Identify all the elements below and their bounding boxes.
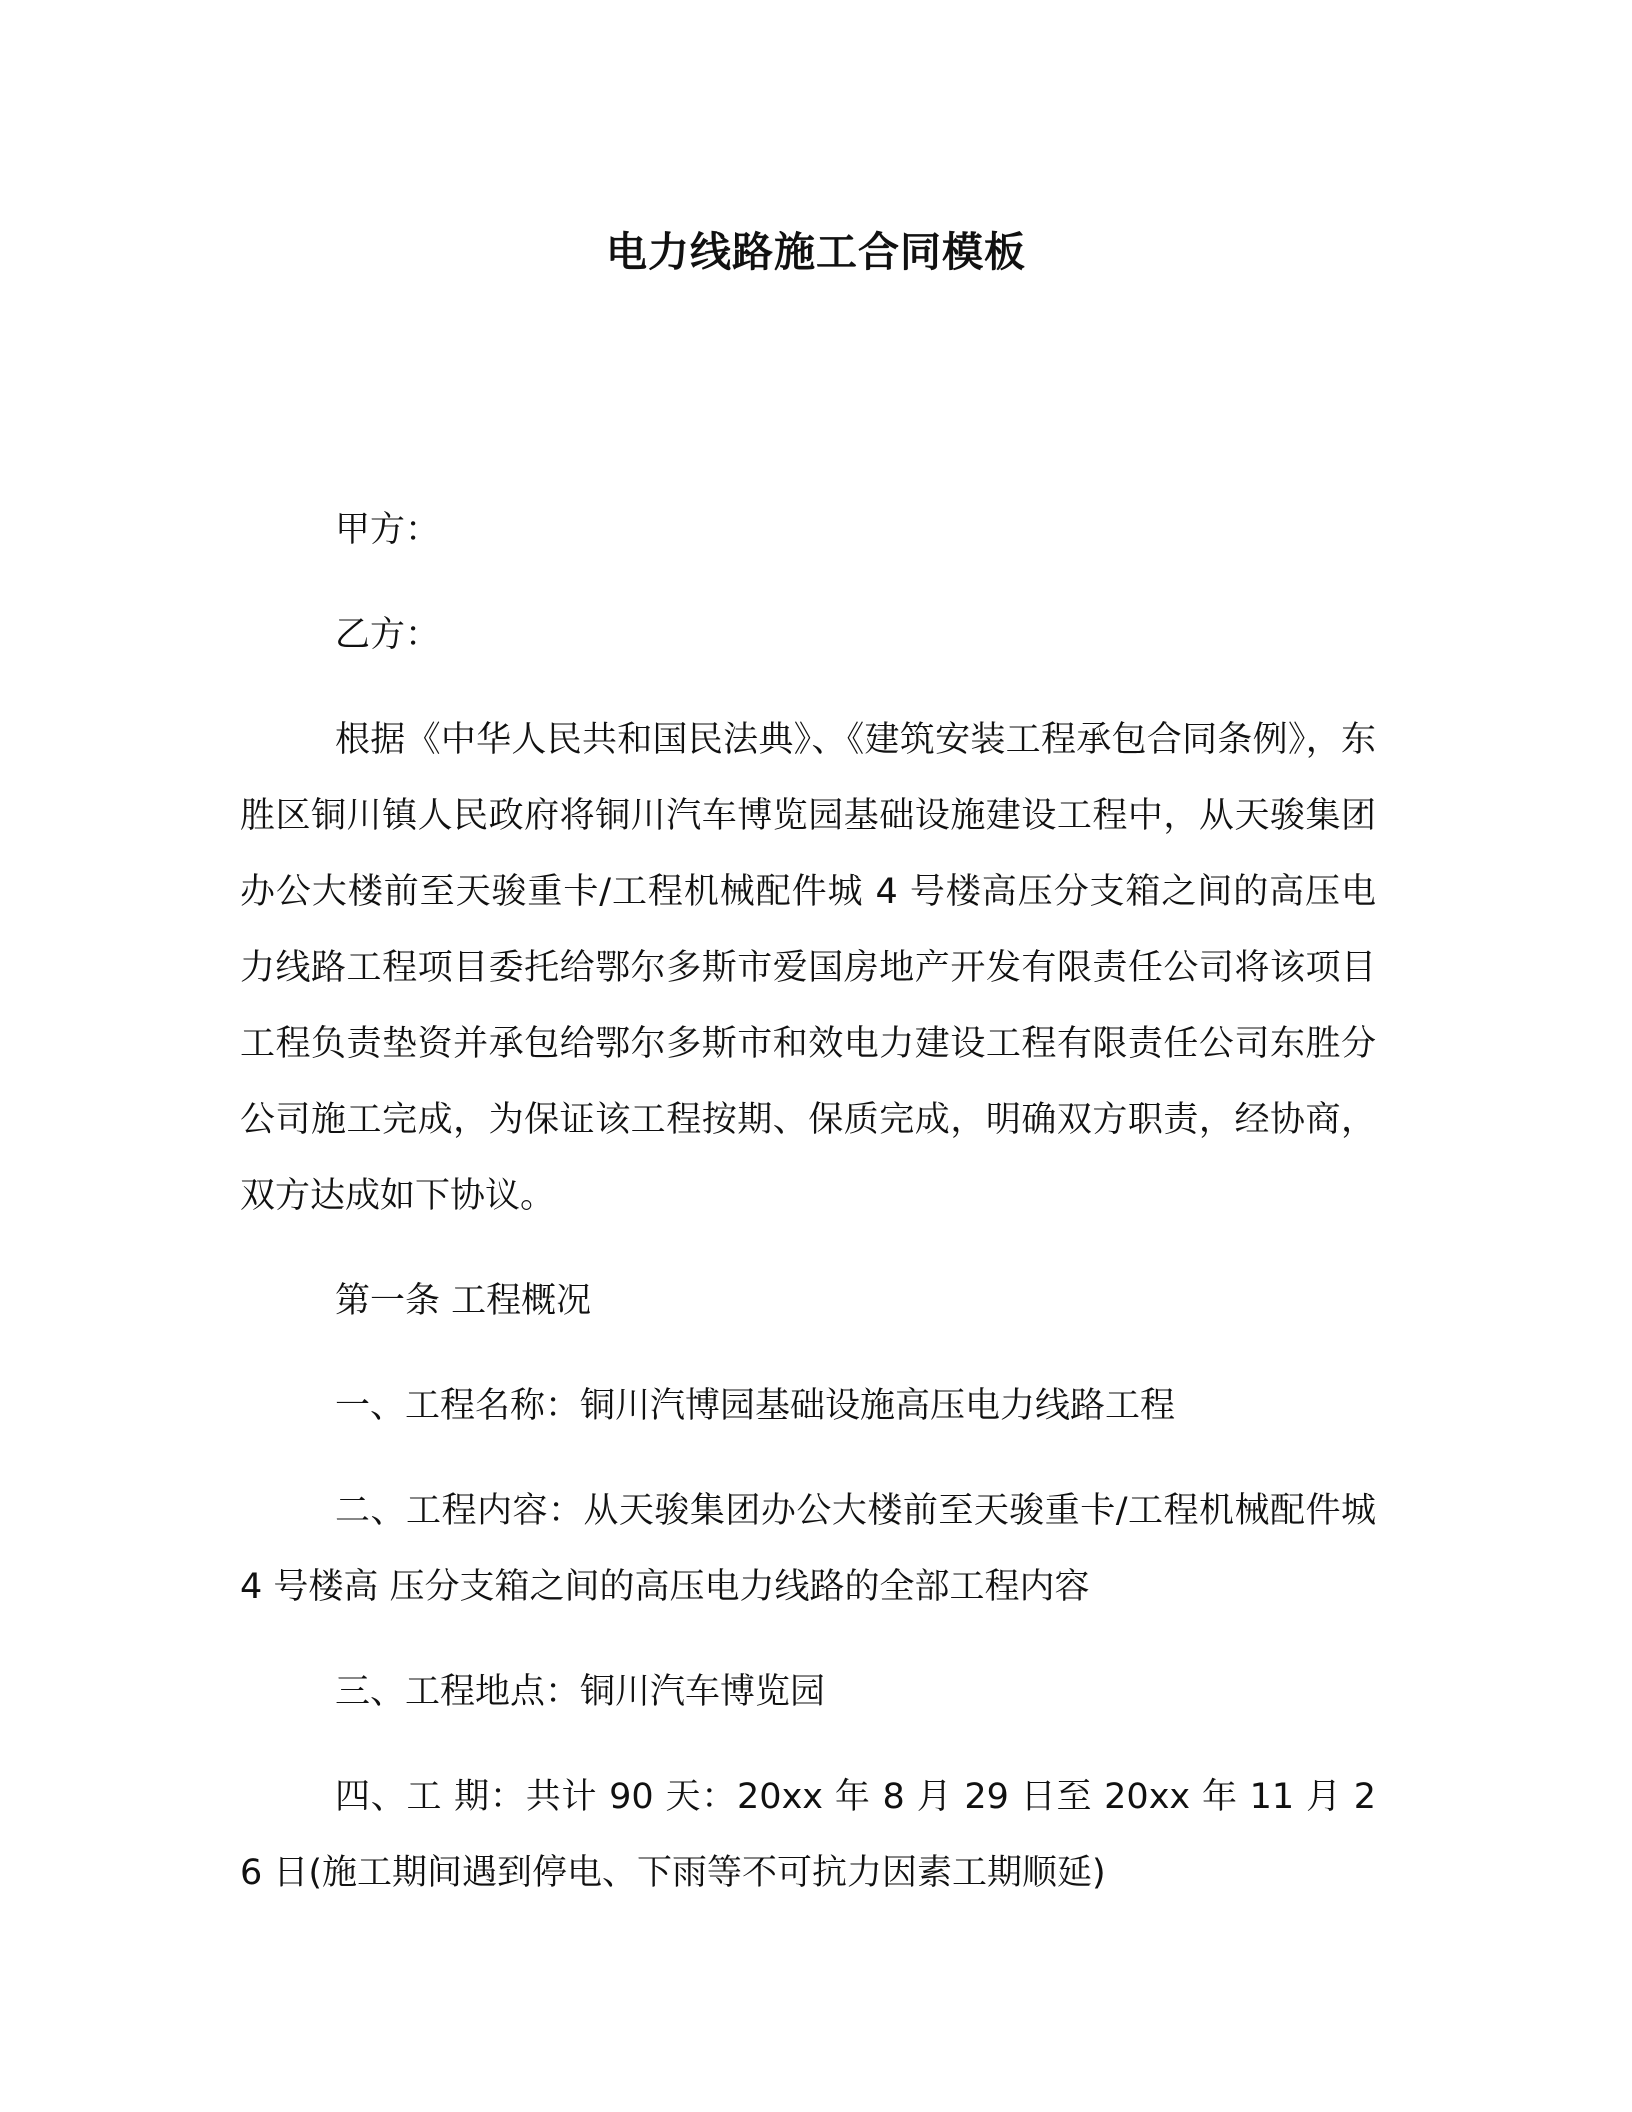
project-content-item: 二、工程内容：从天骏集团办公大楼前至天骏重卡/工程机械配件城 4 号楼高 压分支箱之间的高压电力线路的全部工程内容 [240, 1491, 1376, 1607]
project-name-item: 一、工程名称：铜川汽博园基础设施高压电力线路工程 [335, 1386, 1176, 1426]
project-location-item: 三、工程地点：铜川汽车博览园 [335, 1672, 826, 1712]
intro-paragraph: 根据《中华人民共和国民法典》、《建筑安装工程承包合同条例》，东胜区铜川镇人民政府将铜川汽车博览园基础设施建设工程中，从天骏集团办公大楼前至天骏重卡/工程机械配件城 4 号楼高压分支箱之间的高压电力线路工程项目委托给鄂尔多斯市爱国房地产开发有限责任公司将该项目工程负责垫资并承包给鄂尔多斯市和效电力建设工程有限责任公司东胜分公司施工完成，为保证该工程按期、保质完成，明确双方职责，经协商，双方达成如下协议。 [240, 720, 1376, 1216]
party-b-line: 乙方： [335, 615, 441, 655]
document-title: 电力线路施工合同模板 [606, 228, 1026, 276]
article-1-heading: 第一条 工程概况 [335, 1281, 592, 1321]
document-body [240, 492, 1376, 1940]
party-a-line: 甲方： [335, 510, 441, 550]
project-duration-item: 四、工 期：共计 90 天：20xx 年 8 月 29 日至 20xx 年 11 月 26 日(施工期间遇到停电、下雨等不可抗力因素工期顺延) [240, 1777, 1376, 1893]
